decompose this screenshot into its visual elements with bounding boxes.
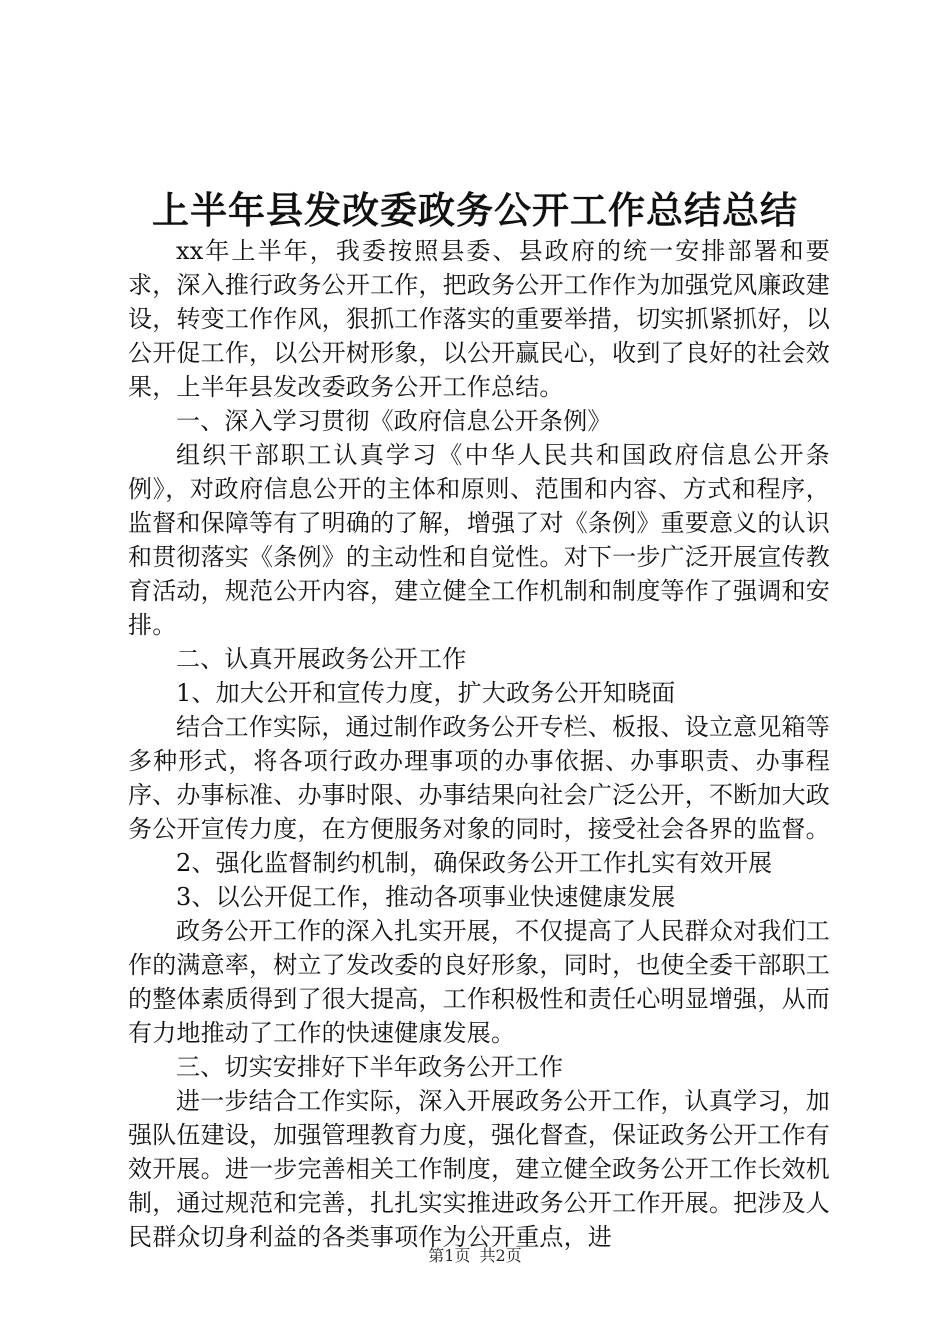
page-total: 共2页 — [479, 1246, 522, 1265]
paragraph-intro: xx年上半年，我委按照县委、县政府的统一安排部署和要求，深入推行政务公开工作，把政务公开工作作为加强党风廉政建设，转变工作作风，狠抓工作落实的重要举措，切实抓紧抓好，以公开促工作，以公开树形象，以公开赢民心，收到了良好的社会效果，上半年县发改委政务公开工作总结。 — [128, 237, 830, 401]
document-title: 上半年县发改委政务公开工作总结总结 — [152, 188, 798, 232]
paragraph-section-3: 进一步结合工作实际，深入开展政务公开工作，认真学习，加强队伍建设，加强管理教育力度，强化督查，保证政务公开工作有效开展。进一步完善相关工作制度，建立健全政务公开工作长效机制，通过规范和完善，扎扎实实推进政务公开工作开展。把涉及人民群众切身利益的各类事项作为公开重点，进 — [128, 1087, 830, 1251]
section-heading-3: 三、切实安排好下半年政务公开工作 — [176, 1053, 564, 1081]
subheading-2-2: 2、强化监督制约机制，确保政务公开工作扎实有效开展 — [176, 849, 773, 877]
subheading-2-3: 3、以公开促工作，推动各项事业快速健康发展 — [176, 883, 676, 911]
page-number: 第1页 — [428, 1246, 471, 1265]
section-heading-1: 一、深入学习贯彻《政府信息公开条例》 — [176, 407, 612, 435]
paragraph-section-2-1: 结合工作实际，通过制作政务公开专栏、板报、设立意见箱等多种形式，将各项行政办理事项的办事依据、办事职责、办事程序、办事标准、办事时限、办事结果向社会广泛公开，不断加大政务公开宣传力度，在方便服务对象的同时，接受社会各界的监督。 — [128, 713, 830, 843]
document-body — [128, 234, 830, 1254]
paragraph-section-2-3: 政务公开工作的深入扎实开展，不仅提高了人民群众对我们工作的满意率，树立了发改委的良好形象，同时，也使全委干部职工的整体素质得到了很大提高，工作积极性和责任心明显增强，从而有力地推动了工作的快速健康发展。 — [128, 917, 830, 1047]
section-heading-2: 二、认真开展政务公开工作 — [176, 645, 467, 673]
paragraph-section-1: 组织干部职工认真学习《中华人民共和国政府信息公开条例》，对政府信息公开的主体和原则、范围和内容、方式和程序，监督和保障等有了明确的了解，增强了对《条例》重要意义的认识和贯彻落实《条例》的主动性和自觉性。对下一步广泛开展宣传教育活动，规范公开内容，建立健全工作机制和制度等作了强调和安排。 — [128, 441, 830, 639]
subheading-2-1: 1、加大公开和宣传力度，扩大政务公开知晓面 — [176, 679, 676, 707]
page-footer — [0, 1246, 950, 1266]
